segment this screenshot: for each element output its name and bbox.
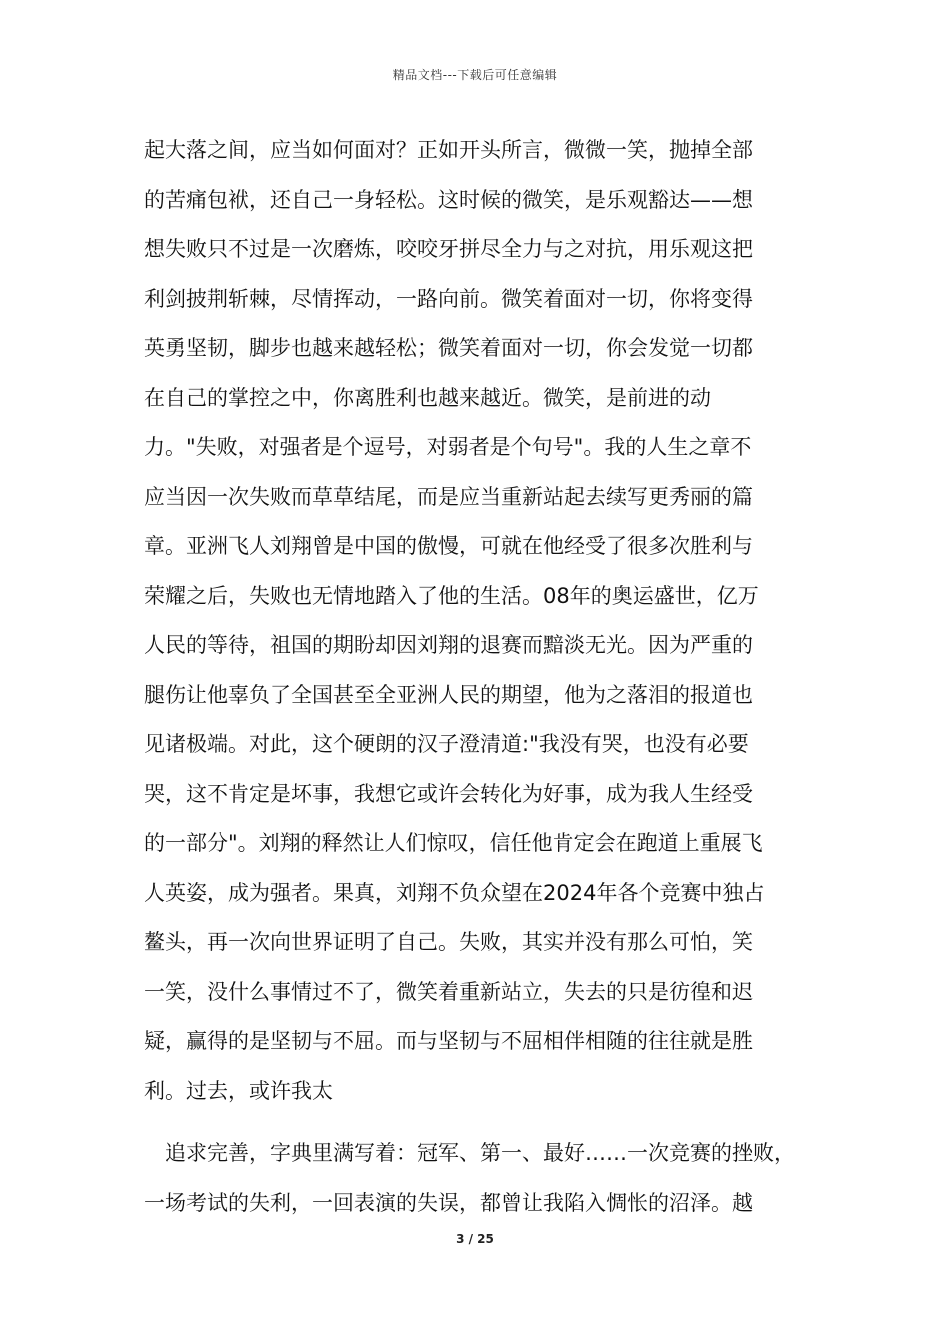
text-line: 的苦痛包袱，还自己一身轻松。这时候的微笑，是乐观豁达——想 (144, 187, 753, 212)
text-line: 章。亚洲飞人刘翔曾是中国的傲慢，可就在他经受了很多次胜利与 (144, 534, 753, 558)
text-line: 利。过去，或许我太 (144, 1078, 333, 1103)
text-line: 应当因一次失败而草草结尾，而是应当重新站起去续写更秀丽的篇 (144, 484, 753, 509)
text-line: 追求完善，字典里满写着：冠军、第一、最好……一次竞赛的挫败， (165, 1141, 795, 1165)
text-line: 起大落之间，应当如何面对？正如开头所言，微微一笑，抛掉全部 (144, 138, 753, 162)
text-line: 荣耀之后，失败也无情地踏入了他的生活。08年的奥运盛世，亿万 (144, 583, 759, 608)
text-line: 的一部分"。刘翔的释然让人们惊叹，信任他肯定会在跑道上重展飞 (144, 831, 763, 855)
text-line: 力。"失败，对强者是个逗号，对弱者是个句号"。我的人生之章不 (144, 435, 752, 459)
body-paragraph-1 (144, 126, 814, 1116)
text-line: 鳌头，再一次向世界证明了自己。失败，其实并没有那么可怕，笑 (144, 930, 753, 954)
text-line: 人英姿，成为强者。果真，刘翔不负众望在2024年各个竞赛中独占 (144, 880, 765, 905)
text-line: 一场考试的失利，一回表演的失误，都曾让我陷入惆怅的沼泽。越 (144, 1191, 753, 1215)
page-number: 3 / 25 (456, 1232, 494, 1246)
text-line: 人民的等待，祖国的期盼却因刘翔的退赛而黯淡无光。因为严重的 (144, 633, 753, 657)
body-paragraph-2 (144, 1128, 834, 1228)
text-line: 想失败只不过是一次磨炼，咬咬牙拼尽全力与之对抗，用乐观这把 (144, 237, 753, 261)
text-line: 哭，这不肯定是坏事，我想它或许会转化为好事，成为我人生经受 (144, 781, 753, 806)
text-line: 腿伤让他辜负了全国甚至全亚洲人民的期望，他为之落泪的报道也 (144, 682, 753, 707)
page-header: 精品文档---下载后可任意编辑 (392, 68, 558, 82)
text-line: 英勇坚韧，脚步也越来越轻松；微笑着面对一切，你会发觉一切都 (144, 336, 753, 360)
text-line: 利剑披荆斩棘，尽情挥动，一路向前。微笑着面对一切，你将变得 (144, 286, 753, 311)
text-line: 一笑，没什么事情过不了，微笑着重新站立，失去的只是彷徨和迟 (144, 979, 753, 1004)
text-line: 疑，赢得的是坚韧与不屈。而与坚韧与不屈相伴相随的往往就是胜 (144, 1029, 753, 1053)
text-line: 见诸极端。对此，这个硬朗的汉子澄清道:"我没有哭，也没有必要 (144, 732, 749, 756)
text-line: 在自己的掌控之中，你离胜利也越来越近。微笑，是前进的动 (144, 385, 711, 410)
